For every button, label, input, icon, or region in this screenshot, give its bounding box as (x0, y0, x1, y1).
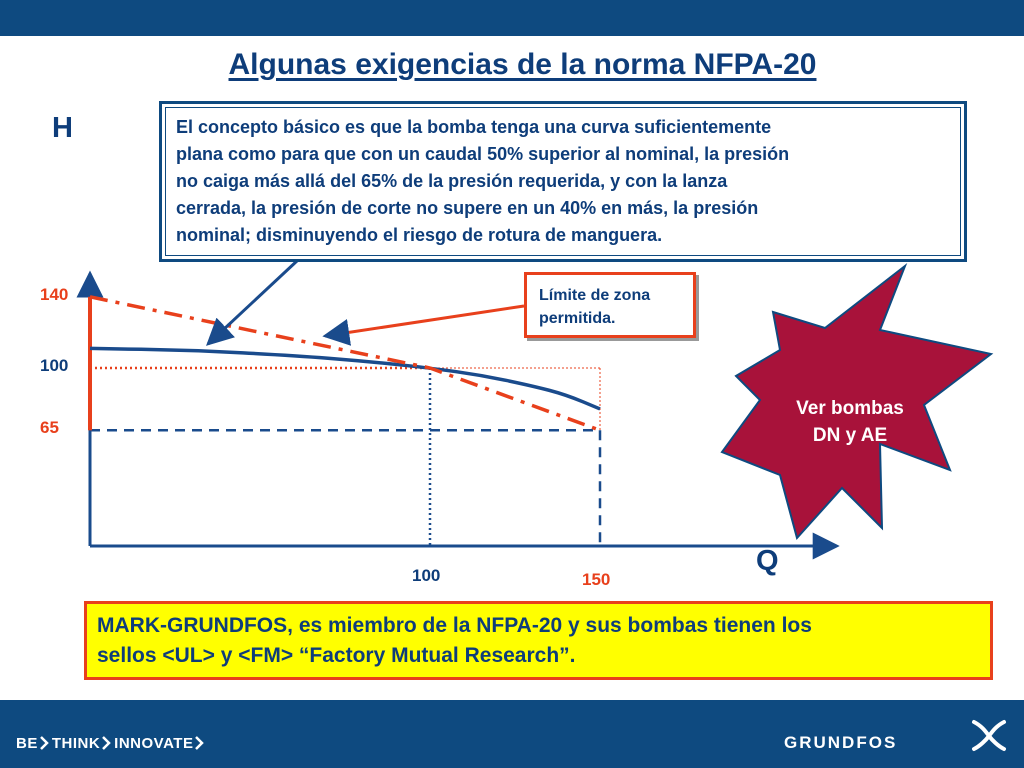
page-title: Algunas exigencias de la norma NFPA-20 (228, 48, 817, 81)
info-line: cerrada, la presión de corte no supere en un 40% en más, la presión (176, 198, 759, 218)
x-tick-label: 150 (582, 570, 611, 589)
tagline-word: INNOVATE (114, 734, 194, 752)
limit-callout-box (524, 272, 696, 338)
y-tick-label: 100 (40, 356, 69, 375)
chevron-right-icon (102, 736, 111, 750)
membership-note-box (84, 601, 993, 680)
info-line: nominal; disminuyendo el riesgo de rotura de manguera. (176, 225, 663, 245)
info-line: El concepto básico es que la bomba tenga una curva suficientemente (176, 117, 772, 137)
chevron-right-icon (195, 736, 204, 750)
info-text (176, 114, 956, 249)
y-axis-label: H (52, 112, 73, 144)
chevron-right-icon (40, 736, 49, 750)
tagline (16, 732, 207, 754)
membership-note-text (97, 611, 982, 671)
grundfos-logo-icon (970, 716, 1008, 754)
limit-callout-text (539, 284, 689, 330)
info-box (159, 101, 967, 262)
star-line: Ver bombas (796, 398, 904, 419)
tagline-word: THINK (51, 734, 101, 752)
info-line: plana como para que con un caudal 50% superior al nominal, la presión (176, 144, 790, 164)
note-line: MARK-GRUNDFOS, es miembro de la NFPA-20 y sus bombas tienen los (97, 614, 812, 637)
y-tick-label: 65 (40, 418, 59, 438)
y-tick-label: 140 (40, 284, 69, 304)
star-line: DN y AE (812, 425, 888, 446)
limit-line: permitida. (539, 310, 616, 327)
info-line: no caiga más allá del 65% de la presión requerida, y con la lanza (176, 171, 728, 191)
limit-callout-arrow (325, 306, 524, 336)
x-axis-label: Q (756, 545, 779, 577)
x-tick-label: 100 (412, 566, 441, 585)
tagline-word: BE (16, 734, 38, 752)
brand-name: GRUNDFOS (784, 733, 898, 752)
starburst-text (770, 395, 930, 449)
note-line: sellos <UL> y <FM> “Factory Mutual Research”. (97, 644, 576, 667)
pump-curve-series (90, 348, 600, 409)
limit-line: Límite de zona (539, 287, 651, 304)
